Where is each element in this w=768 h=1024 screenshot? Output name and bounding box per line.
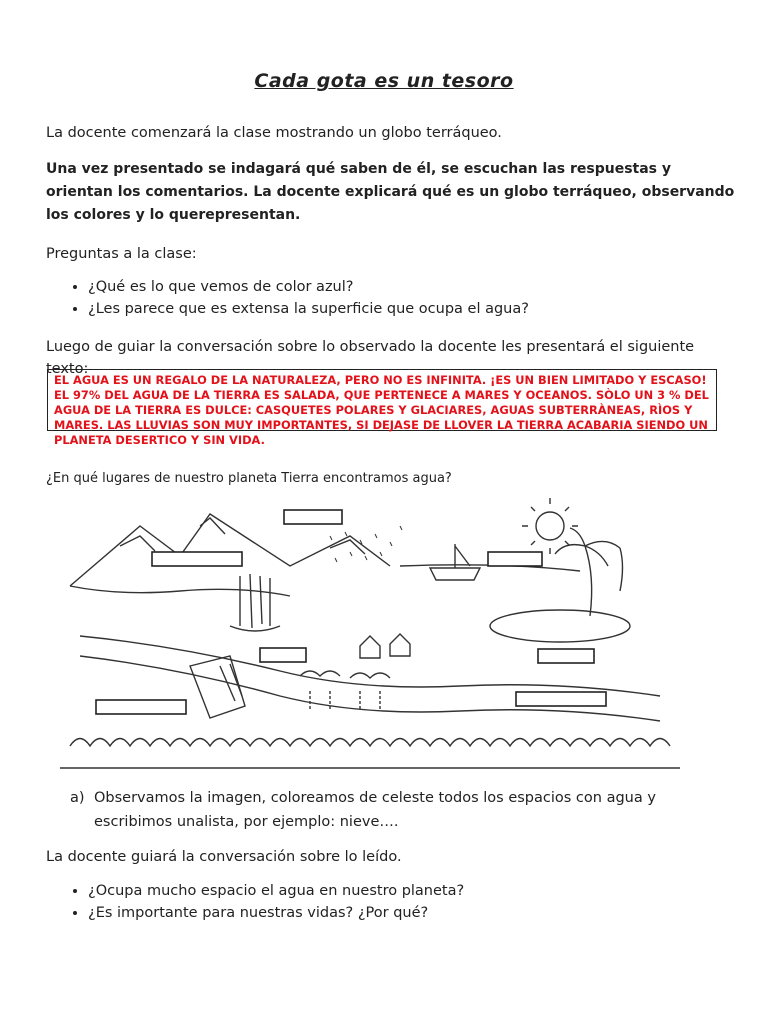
page-title: Cada gota es un tesoro xyxy=(254,70,514,92)
questions-intro: Preguntas a la clase: xyxy=(46,246,197,262)
answer-box[interactable] xyxy=(516,692,606,706)
answer-box[interactable] xyxy=(96,700,186,714)
answer-box[interactable] xyxy=(260,648,306,662)
answer-box[interactable] xyxy=(284,510,342,524)
boxed-text: EL AGUA ES UN REGALO DE LA NATURALEZA, PERO NO ES INFINITA. ¡ES UN BIEN LIMITADO Y ESCASO! EL 97% DEL AGUA DE LA TIERRA ES SALADA, QUE PERTENECE A MARES Y OCEANOS. SÒLO UN 3 % DEL AGUA DE LA TIERRA ES DULCE: CASQUETES POLARES Y GLACIARES, AGUAS SUBTERRÀNEAS, RÌOS Y MARES. LAS LLUVIAS SON MUY IMPORTANTES, SI DEJASE DE LLOVER LA TIERRA ACABARIA SIENDO UN PLANETA DESERTICO Y SIN VIDA. xyxy=(47,369,717,431)
answer-box[interactable] xyxy=(488,552,542,566)
text-intro: Luego de guiar la conversación sobre lo observado la docente les presentará el siguiente texto: xyxy=(46,339,695,377)
activity-item xyxy=(46,786,736,834)
activity-label: a) xyxy=(70,790,85,806)
bold-paragraph: Una vez presentado se indagará qué saben de él, se escuchan las respuestas y orientan los comentarios. La docente explicará qué es un globo terráqueo, observando los colores y lo querepresentan. xyxy=(46,161,735,223)
boat-icon xyxy=(430,544,480,580)
waterfall-icon xyxy=(230,574,280,631)
list-item: • ¿Es importante para nuestras vidas? ¿Por qué? xyxy=(88,902,738,924)
answer-box[interactable] xyxy=(152,552,242,566)
dam-icon xyxy=(190,656,245,718)
lake-icon xyxy=(490,610,630,642)
class-questions-list xyxy=(46,276,738,320)
final-questions-list xyxy=(46,880,738,924)
water-scene-illustration xyxy=(60,496,680,776)
list-item: • ¿Qué es lo que vemos de color azul? xyxy=(88,276,738,298)
answer-box[interactable] xyxy=(538,649,594,663)
activity-text: Observamos la imagen, coloreamos de celeste todos los espacios con agua y escribimos unalista, por ejemplo: nieve…. xyxy=(94,790,656,830)
list-item: • ¿Les parece que es extensa la superficie que ocupa el agua? xyxy=(88,298,738,320)
guide-text: La docente guiará la conversación sobre lo leído. xyxy=(46,849,402,865)
list-item: • ¿Ocupa mucho espacio el agua en nuestro planeta? xyxy=(88,880,738,902)
intro-paragraph: La docente comenzará la clase mostrando un globo terráqueo. xyxy=(46,125,502,141)
image-question: ¿En qué lugares de nuestro planeta Tierra encontramos agua? xyxy=(46,471,452,486)
